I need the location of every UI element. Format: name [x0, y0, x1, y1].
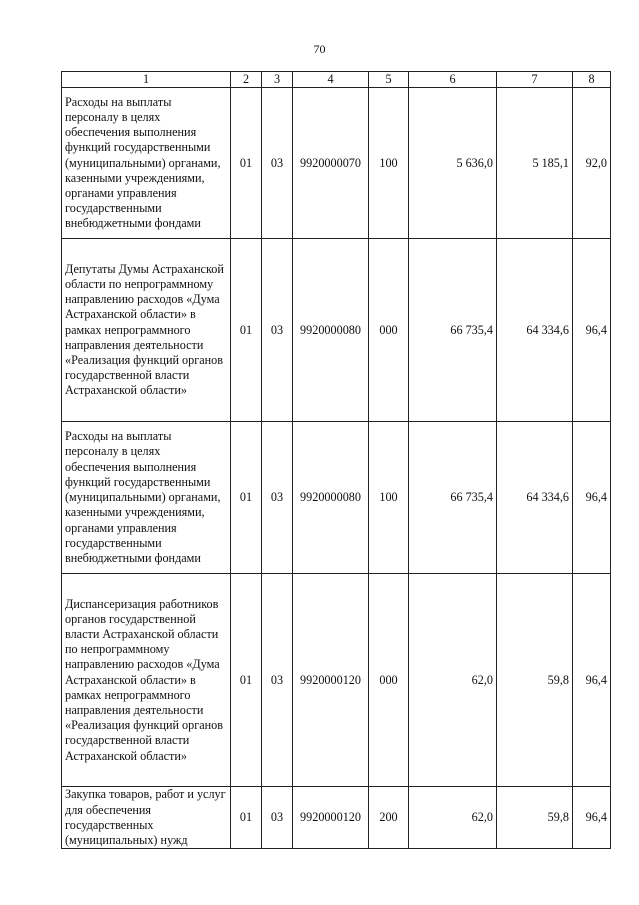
- row-expense-type: 100: [369, 88, 409, 239]
- row-target-article: 9920000080: [293, 239, 369, 422]
- row-percent: 92,0: [573, 88, 611, 239]
- row-planned: 5 636,0: [409, 88, 497, 239]
- table-row: [62, 239, 611, 422]
- column-header: 1: [62, 72, 231, 88]
- row-expense-type: 200: [369, 787, 409, 849]
- page-number: 70: [313, 42, 326, 56]
- row-target-article: 9920000080: [293, 422, 369, 574]
- row-subsection: 03: [262, 88, 293, 239]
- row-subsection: 03: [262, 574, 293, 787]
- row-description: Расходы на выплаты персоналу в целях обеспечения выполнения функций государственными (муниципальными) органами, казенными учреждениями, органами управления государственными внебюджетными фондами: [62, 88, 231, 239]
- column-header: 4: [293, 72, 369, 88]
- header-row: [62, 72, 611, 88]
- table-row: [62, 574, 611, 787]
- row-subsection: 03: [262, 239, 293, 422]
- row-section: 01: [231, 574, 262, 787]
- row-executed: 5 185,1: [497, 88, 573, 239]
- row-target-article: 9920000120: [293, 787, 369, 849]
- row-percent: 96,4: [573, 574, 611, 787]
- budget-table: [61, 71, 611, 849]
- row-description: Расходы на выплаты персоналу в целях обеспечения выполнения функций государственными (муниципальными) органами, казенными учреждениями, органами управления государственными внебюджетными фондами: [62, 422, 231, 574]
- column-header: 3: [262, 72, 293, 88]
- row-target-article: 9920000120: [293, 574, 369, 787]
- table-row: [62, 787, 611, 849]
- row-expense-type: 000: [369, 574, 409, 787]
- row-description: Депутаты Думы Астраханской области по непрограммному направлению расходов «Дума Астраханской области» в рамках непрограммного направления деятельности «Реализация функций органов государственной власти Астраханской области»: [62, 239, 231, 422]
- row-executed: 59,8: [497, 574, 573, 787]
- row-target-article: 9920000070: [293, 88, 369, 239]
- column-header: 6: [409, 72, 497, 88]
- column-header: 7: [497, 72, 573, 88]
- row-executed: 64 334,6: [497, 422, 573, 574]
- column-header: 8: [573, 72, 611, 88]
- row-description: Диспансеризация работников органов государственной власти Астраханской области по непрограммному направлению расходов «Дума Астраханской области» в рамках непрограммного направления деятельности «Реализация функций органов государственной власти Астраханской области»: [62, 574, 231, 787]
- row-section: 01: [231, 787, 262, 849]
- row-subsection: 03: [262, 422, 293, 574]
- row-expense-type: 000: [369, 239, 409, 422]
- table-row: [62, 88, 611, 239]
- row-executed: 64 334,6: [497, 239, 573, 422]
- column-header: 5: [369, 72, 409, 88]
- row-description: Закупка товаров, работ и услуг для обеспечения государственных (муниципальных) нужд: [62, 787, 231, 849]
- row-executed: 59,8: [497, 787, 573, 849]
- row-section: 01: [231, 88, 262, 239]
- row-planned: 62,0: [409, 787, 497, 849]
- row-expense-type: 100: [369, 422, 409, 574]
- row-percent: 96,4: [573, 422, 611, 574]
- row-percent: 96,4: [573, 239, 611, 422]
- row-percent: 96,4: [573, 787, 611, 849]
- row-planned: 66 735,4: [409, 239, 497, 422]
- row-section: 01: [231, 422, 262, 574]
- row-planned: 62,0: [409, 574, 497, 787]
- row-section: 01: [231, 239, 262, 422]
- column-header: 2: [231, 72, 262, 88]
- row-subsection: 03: [262, 787, 293, 849]
- row-planned: 66 735,4: [409, 422, 497, 574]
- table-row: [62, 422, 611, 574]
